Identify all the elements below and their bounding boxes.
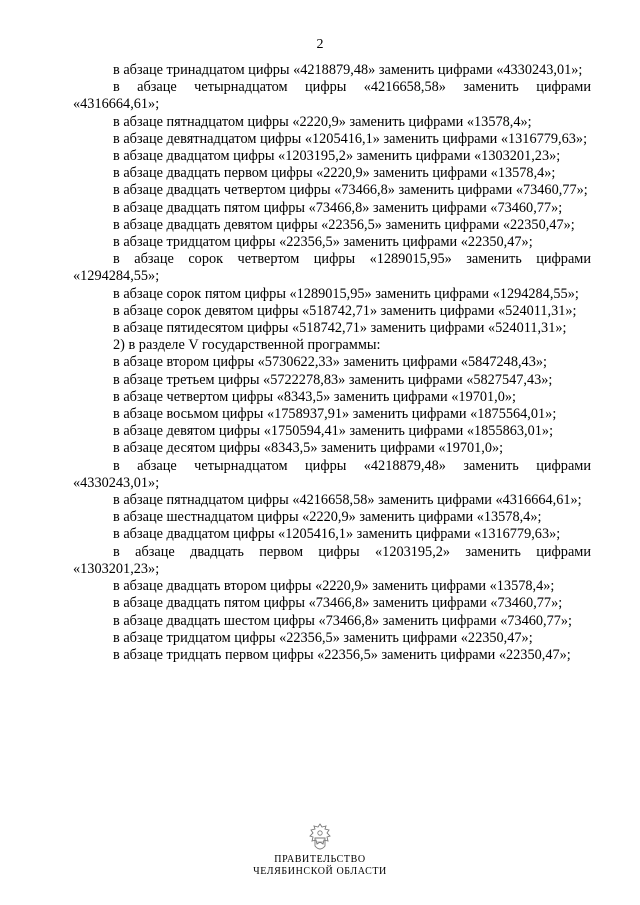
paragraph: в абзаце девятом цифры «1750594,41» заменить цифрами «1855863,01»; — [113, 423, 554, 440]
paragraph: в абзаце двадцать первом цифры «2220,9» заменить цифрами «13578,4»; — [113, 165, 556, 182]
paragraph: в абзаце пятидесятом цифры «518742,71» заменить цифрами «524011,31»; — [113, 320, 567, 337]
document-body — [73, 62, 591, 664]
paragraph: в абзаце двадцать девятом цифры «22356,5» заменить цифрами «22350,47»; — [113, 216, 575, 233]
paragraph: в абзаце четырнадцатом цифры «4218879,48» заменить цифрами «4330243,01»; — [73, 457, 591, 491]
paragraph: в абзаце четырнадцатом цифры «4216658,58» заменить цифрами «4316664,61»; — [73, 79, 591, 113]
paragraph: в абзаце сорок четвертом цифры «1289015,95» заменить цифрами «1294284,55»; — [73, 251, 591, 285]
paragraph: 2) в разделе V государственной программы: — [113, 337, 381, 354]
paragraph: в абзаце двадцать пятом цифры «73466,8» заменить цифрами «73460,77»; — [113, 199, 563, 216]
paragraph: в абзаце четвертом цифры «8343,5» заменить цифрами «19701,0»; — [113, 388, 517, 405]
paragraph: в абзаце тридцатом цифры «22356,5» заменить цифрами «22350,47»; — [113, 234, 533, 251]
paragraph: в абзаце девятнадцатом цифры «1205416,1» заменить цифрами «1316779,63»; — [113, 130, 588, 147]
paragraph: в абзаце двадцатом цифры «1203195,2» заменить цифрами «1303201,23»; — [113, 148, 561, 165]
paragraph: в абзаце двадцать четвертом цифры «73466,8» заменить цифрами «73460,77»; — [113, 182, 588, 199]
coat-of-arms-icon — [307, 822, 333, 854]
paragraph: в абзаце пятнадцатом цифры «4216658,58» заменить цифрами «4316664,61»; — [113, 492, 582, 509]
footer-org-line2: ЧЕЛЯБИНСКОЙ ОБЛАСТИ — [253, 866, 387, 877]
paragraph: в абзаце тридцатом цифры «22356,5» заменить цифрами «22350,47»; — [113, 629, 533, 646]
paragraph: в абзаце двадцать первом цифры «1203195,2» заменить цифрами «1303201,23»; — [73, 543, 591, 577]
paragraph: в абзаце шестнадцатом цифры «2220,9» заменить цифрами «13578,4»; — [113, 509, 542, 526]
paragraph: в абзаце втором цифры «5730622,33» заменить цифрами «5847248,43»; — [113, 354, 547, 371]
paragraph: в абзаце двадцатом цифры «1205416,1» заменить цифрами «1316779,63»; — [113, 526, 561, 543]
footer-org-line1: ПРАВИТЕЛЬСТВО — [274, 854, 366, 865]
paragraph: в абзаце двадцать втором цифры «2220,9» заменить цифрами «13578,4»; — [113, 578, 555, 595]
paragraph: в абзаце тринадцатом цифры «4218879,48» заменить цифрами «4330243,01»; — [113, 62, 583, 78]
page-number: 2 — [316, 37, 324, 52]
paragraph: в абзаце третьем цифры «5722278,83» заменить цифрами «5827547,43»; — [113, 371, 553, 388]
paragraph: в абзаце двадцать пятом цифры «73466,8» заменить цифрами «73460,77»; — [113, 595, 563, 612]
paragraph: в абзаце десятом цифры «8343,5» заменить цифрами «19701,0»; — [113, 440, 504, 457]
paragraph: в абзаце двадцать шестом цифры «73466,8» заменить цифрами «73460,77»; — [113, 612, 573, 629]
paragraph: в абзаце сорок девятом цифры «518742,71» заменить цифрами «524011,31»; — [113, 302, 577, 319]
paragraph: в абзаце восьмом цифры «1758937,91» заменить цифрами «1875564,01»; — [113, 406, 557, 423]
paragraph: в абзаце тридцать первом цифры «22356,5» заменить цифрами «22350,47»; — [113, 646, 571, 663]
paragraph: в абзаце сорок пятом цифры «1289015,95» заменить цифрами «1294284,55»; — [113, 285, 579, 302]
document-footer — [0, 822, 640, 878]
paragraph: в абзаце пятнадцатом цифры «2220,9» заменить цифрами «13578,4»; — [113, 113, 532, 130]
